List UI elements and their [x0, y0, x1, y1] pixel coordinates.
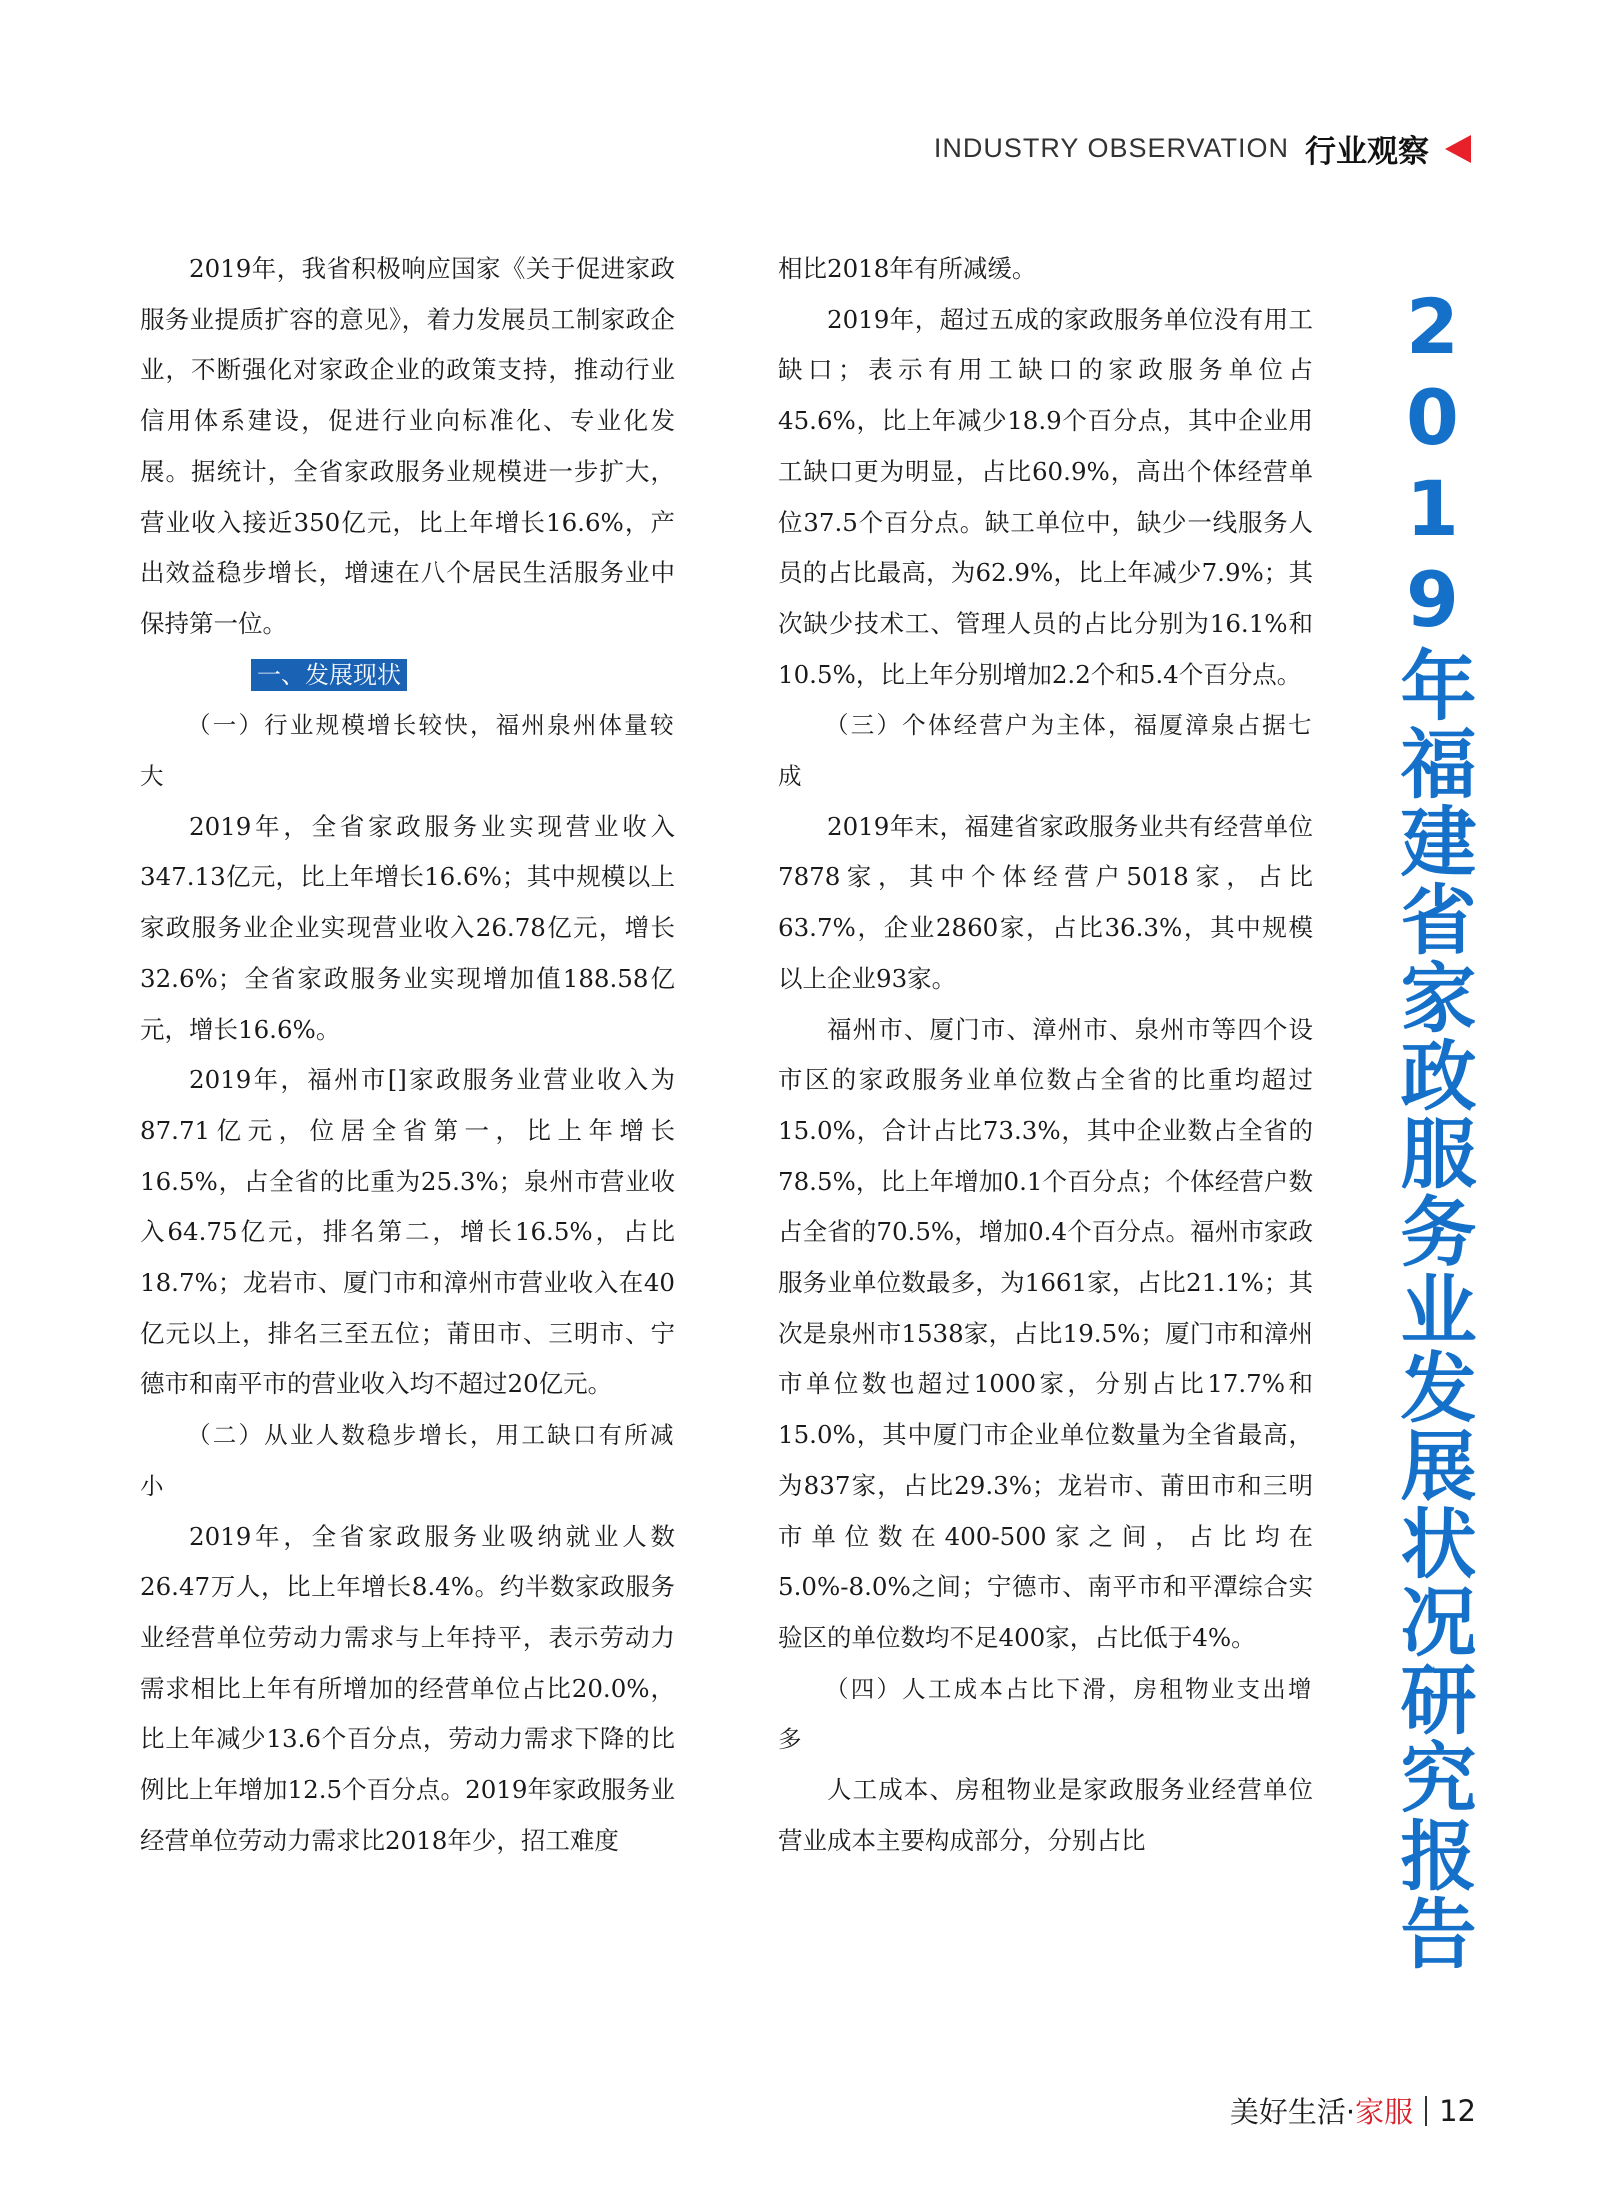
footer-divider: [1425, 2096, 1427, 2126]
vertical-title: 2019年福建省家政服务业发展状况研究报告: [1388, 282, 1477, 1972]
intro-paragraph: 2019年，我省积极响应国家《关于促进家政服务业提质扩容的意见》，着力发展员工制家政企业，不断强化对家政企业的政策支持，推动行业信用体系建设，促进行业向标准化、专业化发展。据统计，全省家政服务业规模进一步扩大，营业收入接近350亿元，比上年增长16.6%，产出效益稳步增长，增速在八个居民生活服务业中保持第一位。: [140, 254, 675, 638]
page-number: 12: [1439, 2093, 1476, 2128]
subheading-2: （二）从业人数稳步增长，用工缺口有所减小: [140, 1421, 675, 1500]
paragraph-cities: 2019年，福州市[]家政服务业营业收入为87.71亿元，位居全省第一，比上年增长16.5%，占全省的比重为25.3%；泉州市营业收入64.75亿元，排名第二，增长16.5%，占比18.7%；龙岩市、厦门市和漳州市营业收入在40亿元以上，排名三至五位；莆田市、三明市、宁德市和南平市的营业收入均不超过20亿元。: [140, 1065, 675, 1399]
subheading-1: （一）行业规模增长较快，福州泉州体量较大: [140, 711, 675, 791]
subheading-3: （三）个体经营户为主体，福厦漳泉占据七成: [778, 711, 1313, 791]
section-heading: [140, 650, 675, 701]
paragraph-labor-gap: 2019年，超过五成的家政服务单位没有用工缺口；表示有用工缺口的家政服务单位占45.6%，比上年减少18.9个百分点，其中企业用工缺口更为明显，占比60.9%，高出个体经营单位37.5个百分点。缺工单位中，缺少一线服务人员的占比最高，为62.9%，比上年减少7.9%；其次缺少技术工、管理人员的占比分别为16.1%和10.5%，比上年分别增加2.2个和5.4个百分点。: [778, 304, 1313, 689]
paragraph-continued: 相比2018年有所减缓。: [778, 254, 1037, 283]
left-column: [140, 244, 675, 1867]
header-english: INDUSTRY OBSERVATION: [933, 133, 1289, 163]
page-header: [934, 126, 1471, 171]
paragraph-employment: 2019年，全省家政服务业吸纳就业人数26.47万人，比上年增长8.4%。约半数家政服务业经营单位劳动力需求与上年持平，表示劳动力需求相比上年有所增加的经营单位占比20.0%，比上年减少13.6个百分点，劳动力需求下降的比例比上年增加12.5个百分点。2019年家政服务业经营单位劳动力需求比2018年少，招工难度: [140, 1521, 675, 1855]
section-heading-label: 一、发展现状: [251, 659, 407, 691]
paragraph-units: 2019年末，福建省家政服务业共有经营单位7878家，其中个体经营户5018家，占比63.7%，企业2860家，占比36.3%，其中规模以上企业93家。: [778, 811, 1313, 993]
red-arrow-icon: [1445, 135, 1471, 163]
page-footer: [1230, 2090, 1476, 2131]
right-column: [778, 244, 1313, 1867]
magazine-name: 美好生活·: [1229, 2095, 1356, 2129]
paragraph-costs: 人工成本、房租物业是家政服务业经营单位营业成本主要构成部分，分别占比: [778, 1775, 1313, 1855]
magazine-section: 家服: [1355, 2095, 1414, 2129]
subheading-4: （四）人工成本占比下滑，房租物业支出增多: [778, 1674, 1313, 1754]
paragraph-city-units: 福州市、厦门市、漳州市、泉州市等四个设市区的家政服务业单位数占全省的比重均超过15.0%，合计占比73.3%，其中企业数占全省的78.5%，比上年增加0.1个百分点；个体经营户数占全省的70.5%，增加0.4个百分点。福州市家政服务业单位数最多，为1661家，占比21.1%；其次是泉州市1538家，占比19.5%；厦门市和漳州市单位数也超过1000家，分别占比17.7%和15.0%，其中厦门市企业单位数量为全省最高，为837家，占比29.3%；龙岩市、莆田市和三明市单位数在400-500家之间，占比均在5.0%-8.0%之间；宁德市、南平市和平潭综合实验区的单位数均不足400家，占比低于4%。: [778, 1014, 1313, 1652]
paragraph-revenue: 2019年，全省家政服务业实现营业收入347.13亿元，比上年增长16.6%；其中规模以上家政服务业企业实现营业收入26.78亿元，增长32.6%；全省家政服务业实现增加值188.58亿元，增长16.6%。: [140, 811, 675, 1044]
header-chinese: 行业观察: [1305, 134, 1429, 170]
